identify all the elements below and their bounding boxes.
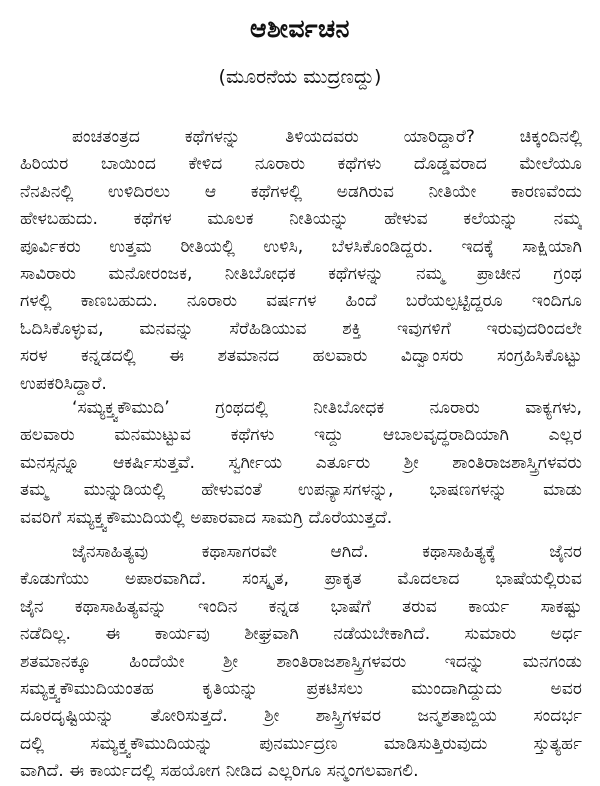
paragraph-line: ಹೇಳಬಹುದು. ಕಥೆಗಳ ಮೂಲಕ ನೀತಿಯನ್ನು ಹೇಳುವ ಕಲೆಯನ್ನು ನಮ್ಮ	[20, 209, 582, 230]
paragraph-line: ವವರಿಗೆ ಸಮ್ಯಕ್ತ್ವಕೌಮುದಿಯಲ್ಲಿ ಅಪಾರವಾದ ಸಾಮಗ್ರಿ ದೊರೆಯುತ್ತದೆ.	[20, 507, 393, 528]
paragraph-line: ಜೈನಸಾಹಿತ್ಯವು ಕಥಾಸಾಗರವೇ ಆಗಿದೆ. ಕಥಾಸಾಹಿತ್ಯಕ್ಕೆ ಜೈನರ	[72, 542, 582, 562]
paragraph-line: ‘ಸಮ್ಯಕ್ತ್ವಕೌಮುದಿ’ ಗ್ರಂಥದಲ್ಲಿ ನೀತಿಬೋಧಕ ನೂರಾರು ವಾಕ್ಯಗಳು,	[72, 398, 582, 418]
paragraph-line: ಜೈನ ಕಥಾಸಾಹಿತ್ಯವನ್ನು ಇಂದಿನ ಕನ್ನಡ ಭಾಷೆಗೆ ತರುವ ಕಾರ್ಯ ಸಾಕಷ್ಟು	[20, 596, 582, 617]
paragraph-line: ಉಪಕರಿಸಿದ್ದಾರೆ.	[20, 373, 107, 394]
paragraph-line: ಹಿರಿಯರ ಬಾಯಿಂದ ಕೇಳಿದ ನೂರಾರು ಕಥೆಗಳು ದೊಡ್ಡವರಾದ ಮೇಲೆಯೂ	[20, 154, 582, 175]
paragraph-line: ಮನಸ್ಸನ್ನೂ ಆಕರ್ಷಿಸುತ್ತವೆ. ಸ್ವರ್ಗೀಯ ಎರ್ತೂರು ಶ್ರೀ ಶಾಂತಿರಾಜಶಾಸ್ತ್ರಿಗಳವರು	[20, 452, 582, 473]
paragraph-2	[20, 395, 582, 532]
paragraph-line: ಸಮ್ಯಕ್ತ್ವಕೌಮುದಿಯಂತಹ ಕೃತಿಯನ್ನು ಪ್ರಕಟಿಸಲು ಮುಂದಾಗಿದ್ದುದು ಅವರ	[20, 679, 582, 700]
paragraph-line: ಓದಿಸಿಕೊಳ್ಳುವ, ಮನವನ್ನು ಸೆರೆಹಿಡಿಯುವ ಶಕ್ತಿ ಇವುಗಳಿಗೆ ಇರುವುದರಿಂದಲೇ	[20, 318, 582, 339]
paragraph-line: ಸರಳ ಕನ್ನಡದಲ್ಲಿ ಈ ಶತಮಾನದ ಹಲವಾರು ವಿದ್ವಾಂಸರು ಸಂಗ್ರಹಿಸಿಕೊಟ್ಟು	[20, 346, 582, 367]
page-title: ಆಶೀರ್ವಚನ	[250, 14, 350, 43]
paragraph-3	[20, 539, 582, 786]
paragraph-line: ನೆನಪಿನಲ್ಲಿ ಉಳಿದಿರಲು ಆ ಕಥೆಗಳಲ್ಲಿ ಅಡಗಿರುವ ನೀತಿಯೇ ಕಾರಣವೆಂದು	[20, 181, 582, 202]
paragraph-line: ನಡೆದಿಲ್ಲ. ಈ ಕಾರ್ಯವು ಶೀಘ್ರವಾಗಿ ನಡೆಯಬೇಕಾಗಿದೆ. ಸುಮಾರು ಅರ್ಧ	[20, 624, 582, 645]
paragraph-line: ಕೊಡುಗೆಯು ಅಪಾರವಾಗಿದೆ. ಸಂಸ್ಕೃತ, ಪ್ರಾಕೃತ ಮೊದಲಾದ ಭಾಷೆಯಲ್ಲಿರುವ	[20, 569, 582, 590]
paragraph-line: ಪಂಚತಂತ್ರದ ಕಥೆಗಳನ್ನು ತಿಳಿಯದವರು ಯಾರಿದ್ದಾರೆ? ಚಿಕ್ಕಂದಿನಲ್ಲಿ	[72, 127, 582, 147]
paragraph-line: ಹಲವಾರು ಮನಮುಟ್ಟುವ ಕಥೆಗಳು ಇದ್ದು ಆಬಾಲವೃದ್ಧರಾದಿಯಾಗಿ ಎಲ್ಲರ	[20, 425, 582, 446]
paragraph-line: ತಮ್ಮ ಮುನ್ನುಡಿಯಲ್ಲಿ ಹೇಳುವಂತೆ ಉಪನ್ಯಾಸಗಳನ್ನು, ಭಾಷಣಗಳನ್ನು ಮಾಡು	[20, 480, 582, 501]
paragraph-line: ಶತಮಾನಕ್ಕೂ ಹಿಂದೆಯೇ ಶ್ರೀ ಶಾಂತಿರಾಜಶಾಸ್ತ್ರಿಗಳವರು ಇದನ್ನು ಮನಗಂಡು	[20, 651, 582, 672]
paragraph-line: ಗಳಲ್ಲಿ ಕಾಣಬಹುದು. ನೂರಾರು ವರ್ಷಗಳ ಹಿಂದೆ ಬರೆಯಲ್ಪಟ್ಟಿದ್ದರೂ ಇಂದಿಗೂ	[20, 291, 582, 312]
page-subtitle: (ಮೂರನೆಯ ಮುದ್ರಣದ್ದು)	[218, 66, 382, 88]
paragraph-line: ಪೂರ್ವಿಕರು ಉತ್ತಮ ರೀತಿಯಲ್ಲಿ ಉಳಿಸಿ, ಬೆಳಸಿಕೊಂಡಿದ್ದರು. ಇದಕ್ಕೆ ಸಾಕ್ಷಿಯಾಗಿ	[20, 236, 582, 257]
paragraph-line: ದಲ್ಲಿ ಸಮ್ಯಕ್ತ್ವಕೌಮುದಿಯನ್ನು ಪುನರ್ಮುದ್ರಣ ಮಾಡಿಸುತ್ತಿರುವುದು ಸ್ತುತ್ಯರ್ಹ	[20, 733, 582, 754]
paragraph-line: ದೂರದೃಷ್ಟಿಯನ್ನು ತೋರಿಸುತ್ತದೆ. ಶ್ರೀ ಶಾಸ್ತ್ರಿಗಳವರ ಜನ್ಮಶತಾಬ್ದಿಯ ಸಂದರ್ಭ	[20, 706, 582, 727]
paragraph-line: ವಾಗಿದೆ. ಈ ಕಾರ್ಯದಲ್ಲಿ ಸಹಯೋಗ ನೀಡಿದ ಎಲ್ಲರಿಗೂ ಸನ್ಮಂಗಲವಾಗಲಿ.	[20, 761, 419, 782]
paragraph-line: ಸಾವಿರಾರು ಮನೋರಂಜಕ, ನೀತಿಬೋಧಕ ಕಥೆಗಳನ್ನು ನಮ್ಮ ಪ್ರಾಚೀನ ಗ್ರಂಥ	[20, 264, 582, 285]
paragraph-1	[20, 124, 582, 398]
